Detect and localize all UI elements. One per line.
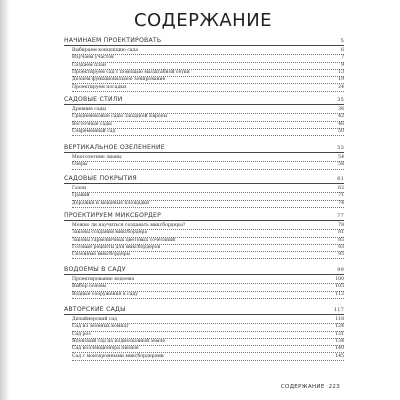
entry-label: Законы гармоничных цветовых сочетаний [72, 237, 176, 243]
page-title: СОДЕРЖАНИЕ [133, 10, 273, 31]
entry-page: 78 [338, 223, 344, 228]
section-page: 99 [337, 267, 344, 273]
section-heading [64, 144, 344, 153]
entry-label: Озеры [72, 162, 88, 168]
entry-label: Сад роз [72, 331, 91, 337]
entry-label: Изучаем участок [72, 55, 114, 61]
entry-page: 105 [335, 284, 344, 290]
entry-page: 145 [335, 353, 344, 359]
entry-page: 95 [338, 252, 344, 258]
entry-label: Гравий [72, 193, 90, 199]
section-title: САДОВЫЕ СТИЛИ [64, 96, 123, 103]
entry-page: 124 [335, 324, 344, 330]
section-page: 117 [333, 307, 344, 313]
entry-label: Проектирование водоема [72, 277, 135, 282]
entry-label: Законы создания миксбордера [72, 230, 148, 236]
entry-label: Современный сад [72, 128, 116, 134]
entry-label: Дизайнерский сад [72, 317, 117, 322]
entry-page: 134 [335, 338, 344, 344]
entry-label: Средневековые сады Западной Европы [72, 114, 168, 120]
toc-entry [72, 291, 344, 299]
section-title: САДОВЫЕ ПОКРЫТИЯ [64, 175, 137, 182]
toc-entry [72, 200, 344, 208]
toc-entry [72, 84, 344, 92]
entry-page: 54 [338, 155, 344, 160]
entry-page: 71 [338, 193, 344, 199]
entry-page: 118 [335, 317, 344, 322]
section-title: ПРОЕКТИРУЕМ МИКСБОРДЕР [64, 212, 162, 219]
footer-page-number: 223 [328, 384, 340, 390]
entry-page: 7 [341, 55, 344, 61]
entry-page: 9 [341, 62, 344, 68]
section-title: ВЕРТИКАЛЬНОЕ ОЗЕЛЕНЕНИЕ [64, 144, 165, 151]
entry-label: Готовые рецепты для миксбордеров [72, 244, 161, 250]
toc-entry [72, 251, 344, 259]
entry-page: 131 [335, 331, 344, 337]
entry-label: Древние сады [72, 107, 107, 112]
entry-label: Можно ли научиться создавать миксбордеры? [72, 223, 186, 228]
entry-page: 13 [338, 69, 344, 75]
entry-page: 81 [338, 230, 344, 236]
toc-entry [72, 353, 344, 361]
section-page: 61 [337, 176, 344, 182]
section-heading [64, 96, 344, 105]
entry-page: 85 [338, 237, 344, 243]
entry-label: Выбор основы [72, 284, 107, 290]
entry-label: Создаем план [72, 62, 106, 68]
entry-page: 93 [338, 244, 344, 250]
section-page: 77 [337, 213, 344, 219]
entry-label: Проектируем сад с помощью масштабной сетки [72, 69, 190, 75]
section-page: 5 [340, 38, 344, 44]
entry-label: Сезонные миксбордеры [72, 252, 131, 258]
section-title: ВОДОЕМЫ В САДУ [64, 266, 126, 273]
entry-label: Проектируем посадки [72, 84, 127, 90]
entry-page: 50 [338, 128, 344, 134]
page-footer [281, 384, 340, 390]
section-heading [64, 306, 344, 315]
section-heading [64, 266, 344, 275]
entry-label: Сад коллекционера пионов [72, 346, 139, 352]
entry-label: Дорожки и мощеные площадки [72, 200, 150, 206]
entry-page: 6 [341, 48, 344, 53]
entry-label: Сад с монохромными миксбордерами [72, 353, 164, 359]
entry-page: 24 [338, 84, 344, 90]
entry-label: Газон [72, 186, 87, 191]
entry-label: Выбираем концепцию сада [72, 48, 139, 53]
entry-page: 74 [338, 200, 344, 206]
entry-label: Сад из зеленых комнат [72, 324, 129, 330]
entry-page: 140 [335, 346, 344, 352]
entry-page: 100 [335, 277, 344, 282]
section-title: НАЧИНАЕМ ПРОЕКТИРОВАТЬ [64, 37, 162, 44]
entry-label: Водные сооружения в саду [72, 291, 138, 297]
entry-page: 112 [335, 291, 344, 297]
entry-page: 62 [338, 186, 344, 191]
section-heading [64, 212, 344, 221]
footer-label: СОДЕРЖАНИЕ [280, 384, 325, 390]
entry-page: 42 [338, 114, 344, 120]
entry-label: Японский сад на подмосковной земле [72, 338, 166, 344]
entry-page: 19 [338, 77, 344, 83]
toc-entry [72, 161, 344, 169]
section-page: 53 [337, 145, 344, 151]
entry-label: Восточные сады [72, 121, 112, 127]
section-page: 35 [337, 97, 344, 103]
section-title: АВТОРСКИЕ САДЫ [64, 306, 126, 313]
toc-entry [72, 128, 344, 136]
section-heading [64, 37, 344, 46]
entry-page: 36 [338, 107, 344, 112]
section-heading [64, 175, 344, 184]
entry-label: Делаем функциональное зонирование [72, 77, 166, 83]
entry-page: 46 [338, 121, 344, 127]
entry-page: 58 [338, 162, 344, 168]
spine-shadow [0, 0, 10, 400]
entry-label: Многолетние лианы [72, 155, 122, 160]
